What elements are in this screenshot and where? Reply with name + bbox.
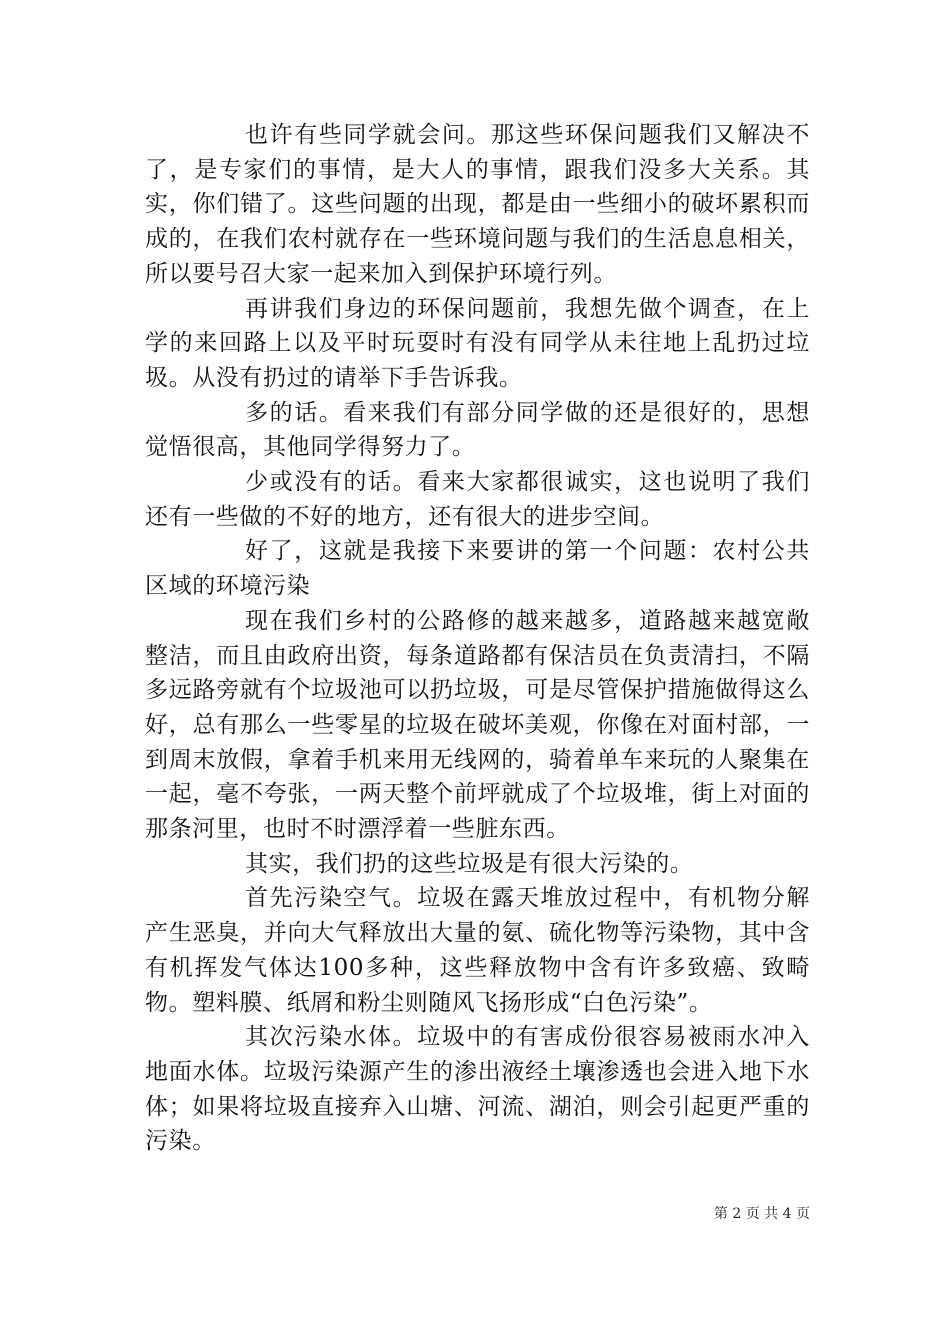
paragraph-9: 其次污染水体。垃圾中的有害成份很容易被雨水冲入地面水体。垃圾污染源产生的渗出液经土壤渗透也会进入地下水体；如果将垃圾直接弃入山塘、河流、湖泊，则会引起更严重的污染。 (145, 1024, 810, 1155)
paragraph-7: 其实，我们扔的这些垃圾是有很大污染的。 (245, 850, 694, 877)
paragraph-6: 现在我们乡村的公路修的越来越多，道路越来越宽敞整洁，而且由政府出资，每条道路都有保洁员在负责清扫，不隔多远路旁就有个垃圾池可以扔垃圾，可是尽管保护措施做得这么好，总有那么一些零星的垃圾在破坏美观，你像在对面村部，一到周末放假，拿着手机来用无线网的，骑着单车来玩的人聚集在一起，毫不夸张，一两天整个前坪就成了个垃圾堆，街上对面的那条河里，也时不时漂浮着一些脏东西。 (145, 607, 810, 843)
paragraph-1: 也许有些同学就会问。那这些环保问题我们又解决不了，是专家们的事情，是大人的事情，跟我们没多大关系。其实，你们错了。这些问题的出现，都是由一些细小的破坏累积而成的，在我们农村就存在一些环境问题与我们的生活息息相关，所以要号召大家一起来加入到保护环境行列。 (145, 122, 810, 287)
paragraph-4: 少或没有的话。看来大家都很诚实，这也说明了我们还有一些做的不好的地方，还有很大的进步空间。 (145, 469, 810, 530)
paragraph-5: 好了，这就是我接下来要讲的第一个问题：农村公共区域的环境污染 (145, 538, 810, 600)
page-number-footer: 第 2 页 共 4 页 (713, 1206, 810, 1222)
paragraph-3: 多的话。看来我们有部分同学做的还是很好的，思想觉悟很高，其他同学得努力了。 (145, 399, 810, 461)
paragraph-2: 再讲我们身边的环保问题前，我想先做个调查，在上学的来回路上以及平时玩耍时有没有同学从未往地上乱扔过垃圾。从没有扔过的请举下手告诉我。 (145, 295, 810, 391)
document-body (145, 118, 810, 1159)
paragraph-8: 首先污染空气。垃圾在露天堆放过程中，有机物分解产生恶臭，并向大气释放出大量的氨、硫化物等污染物，其中含有机挥发气体达100多种，这些释放物中含有许多致癌、致畸物。塑料膜、纸屑和粉尘则随风飞扬形成“白色污染”。 (145, 885, 810, 1016)
